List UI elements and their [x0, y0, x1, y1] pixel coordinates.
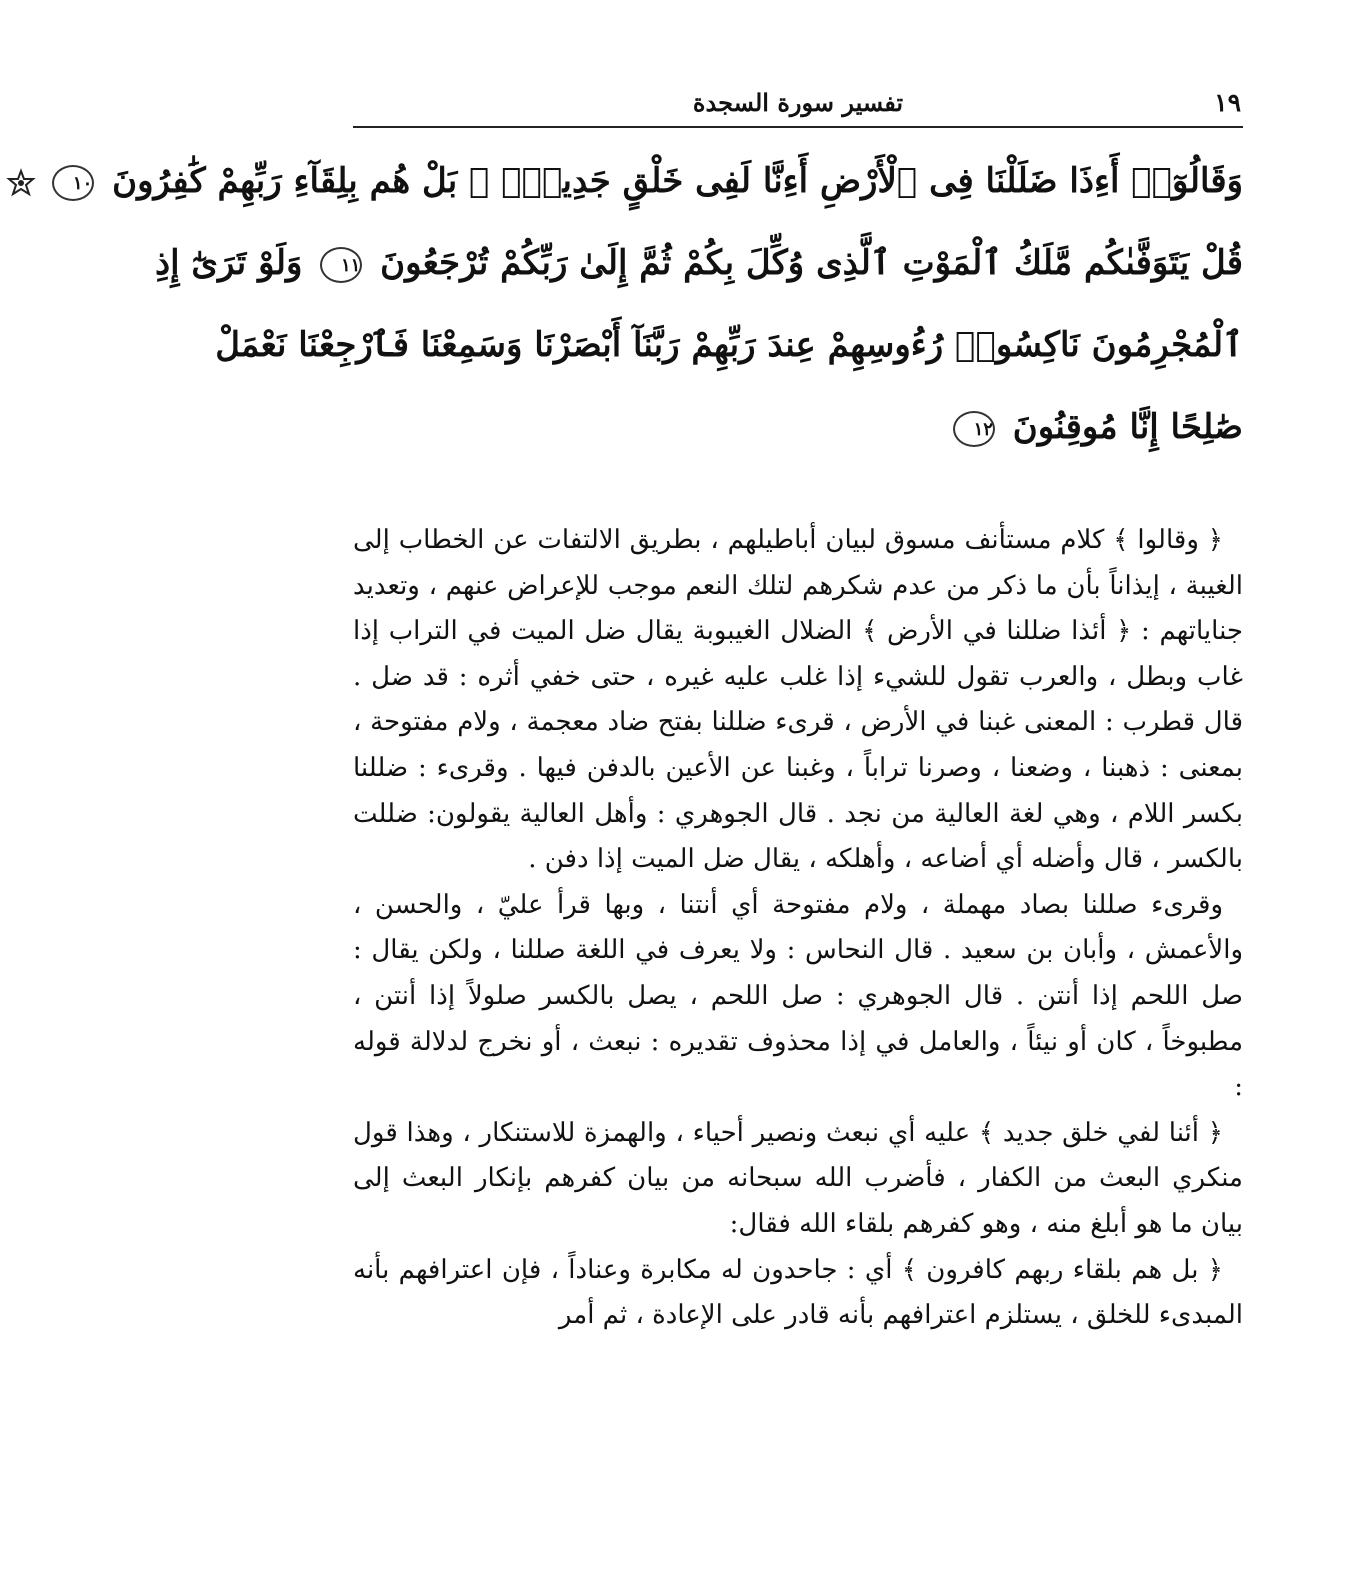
- verse-continuation-text: وَلَوْ تَرَىٰٓ إِذِ: [154, 243, 303, 283]
- verse-text: ٱلْمُجْرِمُونَ نَاكِسُوا۟ رُءُوسِهِمْ عِندَ رَبِّهِمْ رَبَّنَآ أَبْصَرْنَا وَسَمِعْنَا فَٱرْجِعْنَا نَعْمَلْ: [215, 325, 1243, 365]
- page-header: [353, 78, 1243, 128]
- verse-text: صَٰلِحًا إِنَّا مُوقِنُونَ: [1012, 407, 1243, 447]
- tafsir-commentary: [353, 518, 1243, 1339]
- hizb-star-icon: [8, 170, 34, 196]
- verse-line-2: [154, 222, 1243, 304]
- verse-text: وَقَالُوٓا۟ أَءِذَا ضَلَلْنَا فِى ٱلْأَرْضِ أَءِنَّا لَفِى خَلْقٍ جَدِيدٍۭ ۚ بَلْ هُم بِلِقَآءِ رَبِّهِمْ كَٰفِرُونَ: [112, 161, 1243, 201]
- verse-line-3: [215, 304, 1243, 386]
- commentary-paragraph: ﴿ بل هم بلقاء ربهم كافرون ﴾ أي : جاحدون له مكابرة وعناداً ، فإن اعترافهم بأنه المبدىء للخلق ، يستلزم اعترافهم بأنه قادر على الإعادة ، ثم أمر: [353, 1254, 1243, 1331]
- ayah-number-marker: ١٢: [953, 411, 995, 447]
- verse-line-1: [72, 140, 1243, 222]
- verse-line-4: [353, 386, 1243, 468]
- ayah-number-marker: ١٠: [52, 165, 94, 201]
- quran-verses-block: [72, 140, 1243, 472]
- book-page: [72, 78, 1243, 1548]
- commentary-paragraph: ﴿ وقالوا ﴾ كلام مستأنف مسوق لبيان أباطيلهم ، بطريق الالتفات عن الخطاب إلى الغيبة ، إيذاناً بأن ما ذكر من عدم شكرهم لتلك النعم موجب للإعراض عنهم ، وتعديد جناياتهم : ﴿ أئذا ضللنا في الأرض ﴾ الضلال الغيبوبة يقال ضل الميت في التراب إذا غاب وبطل ، والعرب تقول للشيء إذا غلب عليه غيره ، حتى خفي أثره : قد ضل . قال قطرب : المعنى غبنا في الأرض ، قرىء ضللنا بفتح ضاد معجمة ، ولام مفتوحة ، بمعنى : ذهبنا ، وضعنا ، وصرنا تراباً ، وغبنا عن الأعين بالدفن فيها . وقرىء : ضللنا بكسر اللام ، وهي لغة العالية من نجد . قال الجوهري : وأهل العالية يقولون: ضللت بالكسر ، قال وأضله أي أضاعه ، وأهلكه ، يقال ضل الميت إذا دفن .: [353, 525, 1243, 875]
- verse-text: قُلْ يَتَوَفَّىٰكُم مَّلَكُ ٱلْمَوْتِ ٱلَّذِى وُكِّلَ بِكُمْ ثُمَّ إِلَىٰ رَبِّكُمْ تُرْجَعُونَ: [380, 243, 1243, 283]
- commentary-paragraph: وقرىء صللنا بصاد مهملة ، ولام مفتوحة أي أنتنا ، وبها قرأ عليّ ، والحسن ، والأعمش ، وأبان بن سعيد . قال النحاس : ولا يعرف في اللغة صللنا ، ولكن يقال : صل اللحم إذا أنتن . قال الجوهري : صل اللحم ، يصل بالكسر صلولاً إذا أنتن ، مطبوخاً ، كان أو نيئاً ، والعامل في إذا محذوف تقديره : نبعث ، أو نخرج لدلالة قوله :: [353, 889, 1243, 1103]
- commentary-paragraph: ﴿ أئنا لفي خلق جديد ﴾ عليه أي نبعث ونصير أحياء ، والهمزة للاستنكار ، وهذا قول منكري البعث من الكفار ، فأضرب الله سبحانه من بيان كفرهم بإنكار البعث إلى بيان ما هو أبلغ منه ، وهو كفرهم بلقاء الله فقال:: [353, 1117, 1243, 1239]
- page-number: ١٩: [1214, 88, 1241, 117]
- ayah-number-marker: ١١: [320, 247, 362, 283]
- running-title: تفسير سورة السجدة: [692, 88, 904, 117]
